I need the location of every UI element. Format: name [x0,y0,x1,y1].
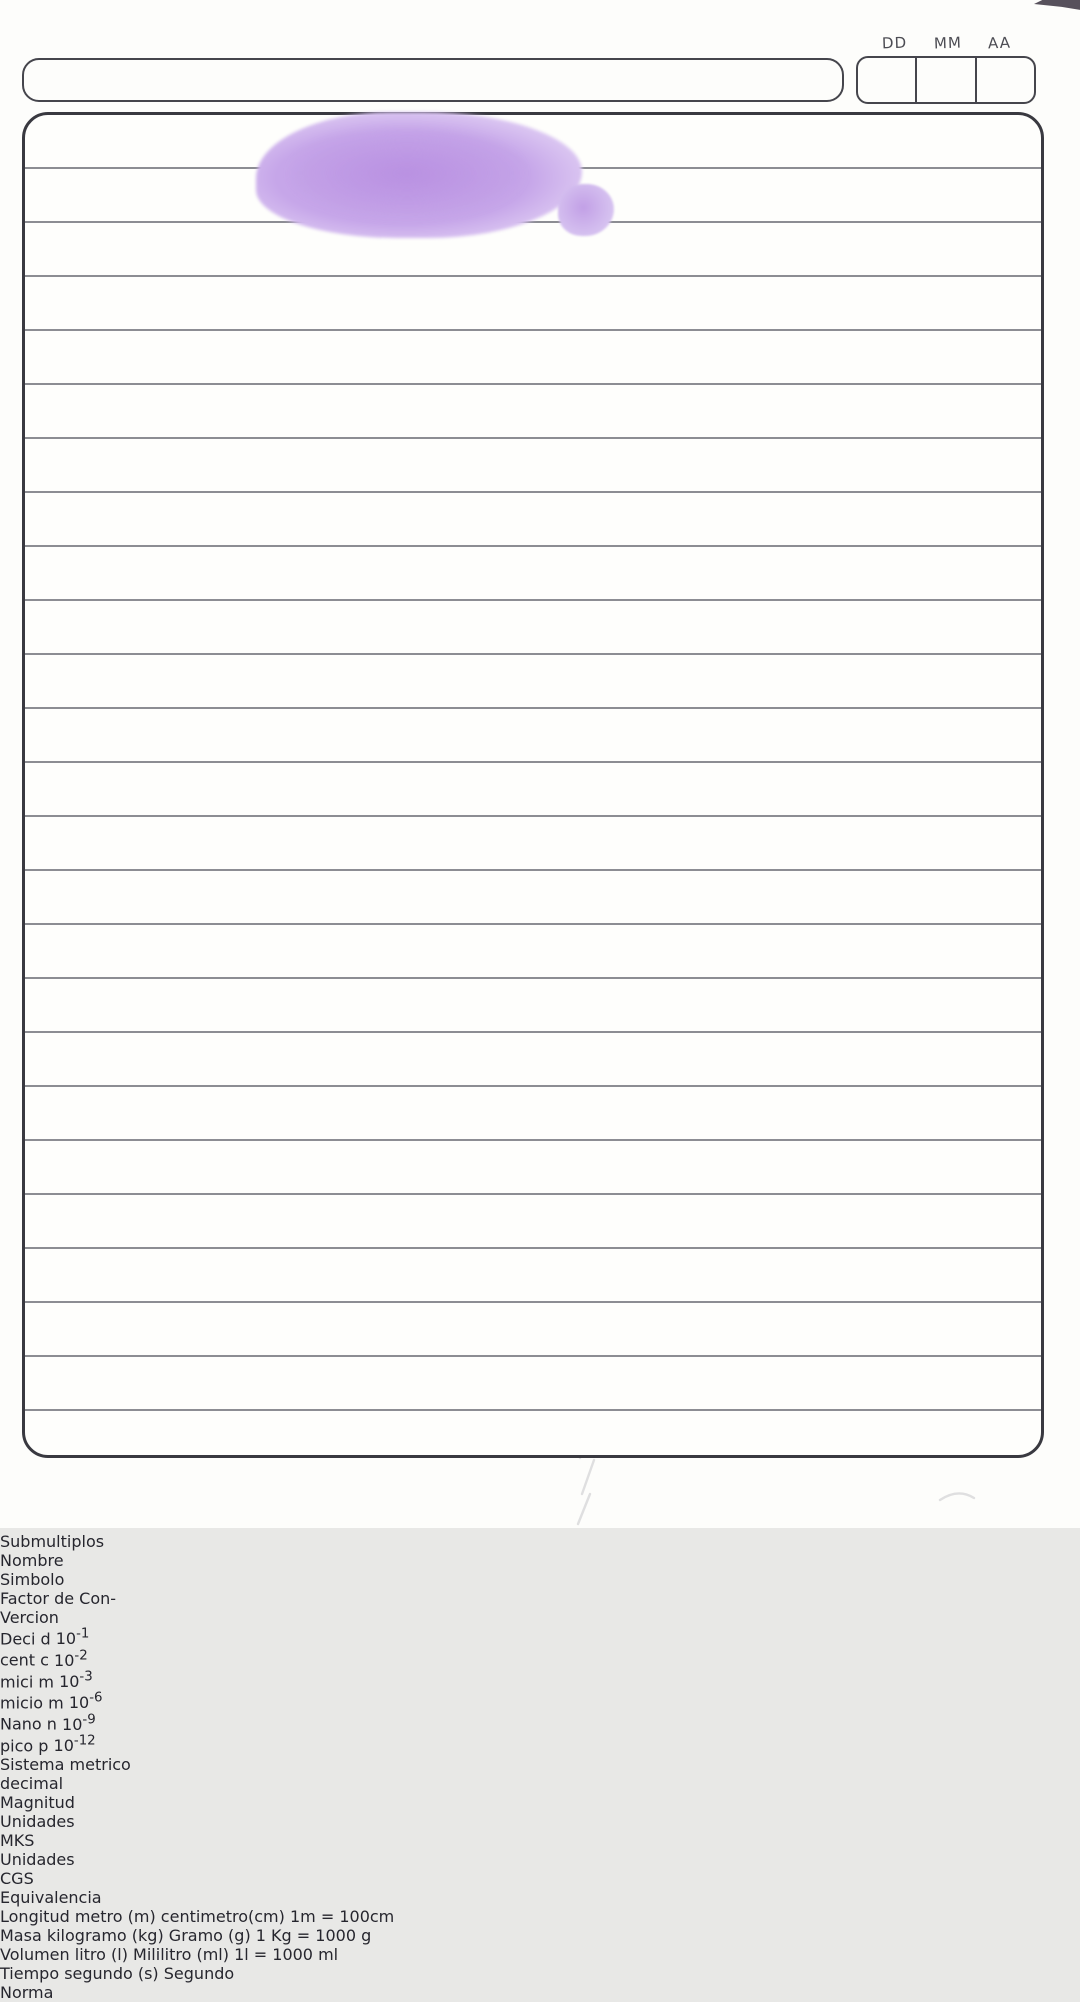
col-header-equivalencia: Equivalencia [0,1887,102,1907]
mks-unit-cell: litro (l) [74,1944,128,1964]
conversion-factor: $10^{-9}$ [62,1712,96,1734]
prefix-name: Nano [0,1714,42,1734]
conversion-factor: $10^{-2}$ [54,1648,88,1670]
table-row [0,1945,1080,1964]
cgs-unit-cell: Mililitro (ml) [133,1944,229,1964]
table-row [0,1734,1080,1755]
equivalence-cell: 1l = 1000 ml [234,1944,339,1964]
prefix-name: Deci [0,1629,36,1649]
prefix-name: micio [0,1693,44,1713]
col-header-factor-line2: Vercion [0,1608,59,1627]
mks-unit-cell: metro (m) [74,1906,156,1926]
col-header-unidades-mks: Unidades [0,1811,75,1831]
page-title: Submultiplos [0,1532,105,1551]
table-row [0,1648,1080,1669]
date-labels [856,34,1032,54]
table-row [0,1691,1080,1712]
name-field [22,58,844,102]
prefix-name: cent [0,1650,36,1670]
col-header-factor-line1: Factor de Con- [0,1589,117,1608]
date-label-aa: AA [987,33,1012,53]
date-cell-aa [977,58,1034,102]
brand-logo [0,1983,1080,2002]
cgs-unit-cell: centimetro(cm) [160,1906,285,1926]
magnitude-cell: Tiempo [0,1963,60,1983]
date-label-dd: DD [881,33,908,53]
magnitude-cell: Volumen [0,1944,70,1964]
conversion-factor: $10^{-1}$ [55,1627,90,1649]
brand-name: Norma [0,1982,54,2002]
equivalence-cell: 1 Kg = 1000 g [255,1925,372,1945]
prefix-name: pico [0,1735,34,1755]
table-row [0,1964,1080,1983]
col-header-magnitud: Magnitud [0,1792,75,1812]
table-row [0,1926,1080,1945]
col-header-mks: MKS [0,1830,35,1850]
table-row [0,1627,1080,1648]
conversion-factor: $10^{-3}$ [59,1669,93,1691]
table-row [0,1670,1080,1691]
prefix-symbol: c [40,1650,49,1670]
mks-unit-cell: segundo (s) [64,1963,159,1983]
section-title-line2: decimal [0,1773,64,1793]
col-header-nombre: Nombre [0,1551,64,1570]
section-title-line1: Sistema metrico [0,1754,131,1774]
prefix-symbol: p [38,1735,49,1755]
col-header-cgs: CGS [0,1868,34,1888]
cgs-unit-cell: Segundo [163,1963,235,1983]
col-header-simbolo: Simbolo [0,1570,65,1589]
prefix-symbol: d [40,1629,51,1649]
prefix-name: mici [0,1671,34,1691]
date-cell-dd [858,58,917,102]
date-cell-mm [917,58,976,102]
table-row [0,1907,1080,1926]
mks-unit-cell: kilogramo (kg) [46,1925,164,1945]
col-header-unidades-cgs: Unidades [0,1849,75,1869]
magnitude-cell: Longitud [0,1906,70,1926]
prefix-symbol: m [48,1693,64,1713]
table-row [0,1712,1080,1733]
conversion-factor: $10^{-12}$ [53,1733,96,1755]
date-label-mm: MM [933,33,963,53]
prefix-symbol: m [38,1671,54,1691]
conversion-factor: $10^{-6}$ [68,1690,103,1713]
equivalence-cell: 1m = 100cm [289,1906,395,1926]
magnitude-cell: Masa [0,1925,42,1945]
prefix-symbol: n [46,1714,57,1734]
ruled-page [22,112,1044,1458]
date-box [856,56,1036,104]
cgs-unit-cell: Gramo (g) [168,1925,251,1945]
